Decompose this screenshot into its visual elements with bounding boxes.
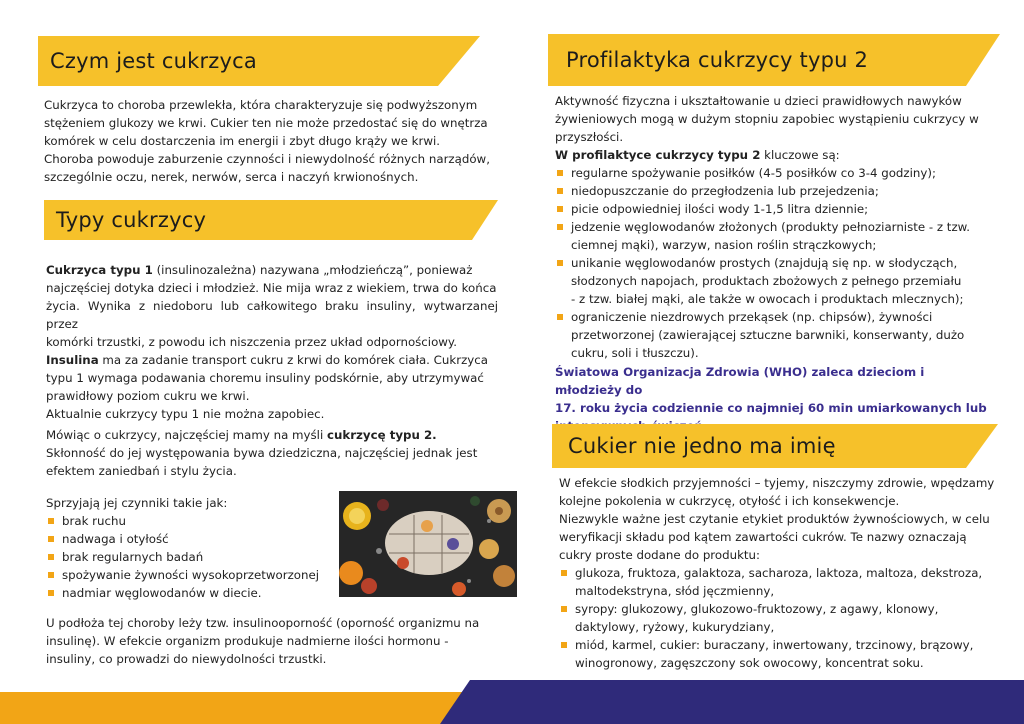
text-line: stężeniem glukozy we krwi. Cukier ten nie może przedostać się do wnętrza: [44, 116, 488, 130]
text-line: słodzonych napojach, produktach zbożowych z pełnego przemiału: [571, 274, 962, 288]
text-line: regularne spożywanie posiłków (4-5 posiłków co 3-4 godziny);: [571, 166, 936, 180]
list-item: [555, 308, 995, 362]
list-item: nadwaga i otyłość: [46, 530, 336, 548]
list-item: spożywanie żywności wysokoprzetworzonej: [46, 566, 336, 584]
text-line: Mówiąc o cukrzycy, najczęściej mamy na myśli: [46, 428, 327, 442]
text-line: ma za zadanie transport cukru z krwi do komórek ciała. Cukrzyca: [98, 353, 488, 367]
list-item: [559, 564, 999, 600]
type1-label: Cukrzyca typu 1: [46, 263, 153, 277]
text-line: Aktywność fizyczna i ukształtowanie u dzieci prawidłowych nawyków: [555, 94, 962, 108]
text-line: przetworzonej (zawierającej sztuczne barwniki, konserwanty, dużo: [571, 328, 965, 342]
text-line: typu 1 wymaga podawania choremu insuliny podskórnie, aby utrzymywać: [46, 371, 484, 385]
text-line: Niezwykle ważne jest czytanie etykiet produktów żywnościowych, w celu: [559, 512, 990, 526]
text-line: daktylowy, ryżowy, kukurydziany,: [575, 620, 775, 634]
risk-factors: [46, 494, 336, 602]
text-line: prawidłowy poziom cukru we krwi.: [46, 389, 250, 403]
insulin-label: Insulina: [46, 353, 99, 367]
list-item: [555, 164, 995, 182]
banner-cukier: [552, 424, 998, 468]
prevention-body: [555, 92, 995, 362]
text-line: insulinę). W efekcie organizm produkuje nadmierne ilości hormonu -: [46, 634, 449, 648]
text-line: komórek w celu dostarczenia im energii i zbyt długo krąży we krwi.: [44, 134, 441, 148]
text-line: kluczowe są:: [760, 148, 840, 162]
types-body: [46, 261, 498, 423]
insulin-paragraph: [46, 351, 498, 405]
text-line: miód, karmel, cukier: buraczany, inwertowany, trzcinowy, brązowy,: [575, 638, 974, 652]
section-title: Czym jest cukrzyca: [50, 49, 257, 73]
text-line: ciemnej mąki), warzyw, nasion roślin strączkowych;: [571, 238, 877, 252]
section-title: Cukier nie jedno ma imię: [568, 434, 836, 458]
type2-label: cukrzycę typu 2.: [326, 428, 437, 442]
text-line: Światowa Organizacja Zdrowia (WHO) zaleca dzieciom i młodzieży do: [555, 365, 925, 397]
section1-paragraph1: [44, 96, 496, 150]
section-title: Typy cukrzycy: [56, 208, 207, 232]
list-item: [559, 600, 999, 636]
text-line: najczęściej dotyka dzieci i młodzież. Nie mija wraz z wiekiem, trwa do końca: [46, 281, 497, 295]
banner-typy: [44, 200, 498, 240]
text-line: przyszłości.: [555, 130, 624, 144]
text-line: Cukrzyca to choroba przewlekła, która charakteryzuje się podwyższonym: [44, 98, 478, 112]
text-line: żywieniowych mogą w dużym stopniu zapobiec wystąpieniu cukrzycy w: [555, 112, 979, 126]
banner-profilaktyka: [548, 34, 1000, 86]
text-line: cukru, soli i tłuszczu).: [571, 346, 699, 360]
food-illustration: [339, 491, 517, 597]
section1-paragraph2: [44, 150, 496, 186]
banner-czym-jest: [38, 36, 480, 86]
text-line: Choroba powoduje zaburzenie czynności i niewydolność różnych narządów,: [44, 152, 490, 166]
text-line: Skłonność do jej występowania bywa dziedziczna, najczęściej jednak jest: [46, 446, 478, 460]
text-line: życia. Wynika z niedoboru lub całkowitego braku insuliny, wytwarzanej przez: [46, 299, 498, 331]
text-line: efektem zaniedbań i stylu życia.: [46, 464, 237, 478]
text-line: unikanie węglowodanów prostych (znajdują się np. w słodycząch,: [571, 256, 958, 270]
text-line: jedzenie węglowodanów złożonych (produkty pełnoziarniste - z tzw.: [571, 220, 970, 234]
type1-prevention-note: Aktualnie cukrzycy typu 1 nie można zapobiec.: [46, 407, 325, 421]
text-line: U podłoża tej choroby leży tzw. insulinooporność (oporność organizmu na: [46, 616, 480, 630]
food-image: [339, 491, 517, 597]
type1-paragraph: [46, 261, 498, 351]
type2-paragraph: [46, 426, 498, 480]
list-item: [555, 200, 995, 218]
text-line: cukry proste dodane do produktu:: [559, 548, 760, 562]
section1-body: [44, 96, 496, 186]
text-line: komórki trzustki, z powodu ich niszczenia przez układ odpornościowy.: [46, 335, 457, 349]
footer-band: [0, 680, 1024, 724]
text-line: 17. roku życia codziennie co najmniej 60 min umiarkowanych lub: [555, 401, 987, 415]
text-line: weryfikacji składu pod kątem zawartości cukrów. Te nazwy oznaczają: [559, 530, 967, 544]
text-line: picie odpowiedniej ilości wody 1-1,5 litra dziennie;: [571, 202, 869, 216]
text-line: insuliny, co prowadzi do niewydolności trzustki.: [46, 652, 327, 666]
footer-shape: [0, 680, 1024, 724]
list-item: [555, 254, 995, 308]
text-line: - z tzw. białej mąki, ale także w owocach i produktach mlecznych);: [571, 292, 964, 306]
sugar-names-list: [559, 564, 999, 672]
text-line: ograniczenie niezdrowych przekąsek (np. chipsów), żywności: [571, 310, 933, 324]
list-item: [555, 182, 995, 200]
insulin-resistance: [46, 614, 498, 668]
text-line: (insulinozależna) nazywana „młodzieńczą”, ponieważ: [152, 263, 473, 277]
prevention-key-label: W profilaktyce cukrzycy typu 2: [555, 148, 761, 162]
text-line: W efekcie słodkich przyjemności – tyjemy, niszczymy zdrowie, wpędzamy: [559, 476, 995, 490]
prevention-key: [555, 146, 995, 164]
sugar-intro: [559, 474, 999, 564]
prevention-list: [555, 164, 995, 362]
text-line: glukoza, fruktoza, galaktoza, sacharoza, laktoza, maltoza, dekstroza,: [575, 566, 983, 580]
list-item: nadmiar węglowodanów w diecie.: [46, 584, 336, 602]
text-line: kolejne pokolenia w cukrzycę, otyłość i ich konsekwencje.: [559, 494, 900, 508]
risk-factors-intro: Sprzyjają jej czynniki takie jak:: [46, 496, 228, 510]
insulin-resistance-paragraph: [46, 614, 498, 668]
risk-factors-list: [46, 512, 336, 602]
text-line: maltodekstryna, słód jęczmienny,: [575, 584, 775, 598]
type2-intro: [46, 426, 498, 480]
text-line: niedopuszczanie do przegłodzenia lub przejedzenia;: [571, 184, 879, 198]
list-item: brak ruchu: [46, 512, 336, 530]
text-line: syropy: glukozowy, glukozowo-fruktozowy, z agawy, klonowy,: [575, 602, 939, 616]
list-item: [559, 636, 999, 672]
sugar-names-body: [559, 474, 999, 672]
list-item: brak regularnych badań: [46, 548, 336, 566]
prevention-intro: [555, 92, 995, 146]
list-item: [555, 218, 995, 254]
section-title: Profilaktyka cukrzycy typu 2: [566, 48, 869, 72]
text-line: szczególnie oczu, nerek, nerwów, serca i naczyń krwionośnych.: [44, 170, 419, 184]
text-line: winogronowy, zagęszczony sok owocowy, koncentrat soku.: [575, 656, 924, 670]
